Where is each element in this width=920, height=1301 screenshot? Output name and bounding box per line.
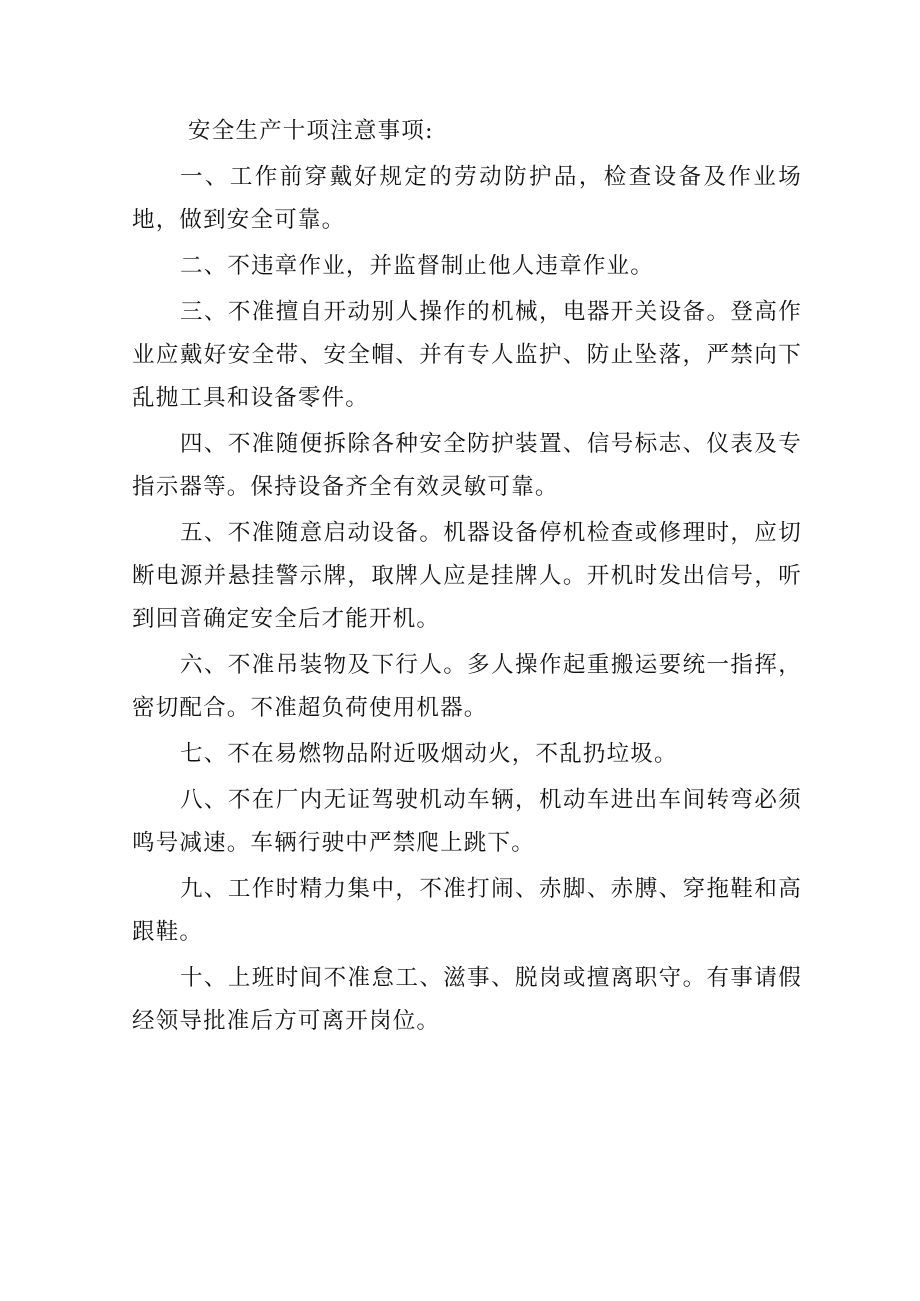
rule-item-1: 一、工作前穿戴好规定的劳动防护品，检查设备及作业场地，做到安全可靠。	[132, 164, 802, 233]
document-body	[132, 110, 802, 1046]
rule-item-6: 六、不准吊装物及下行人。多人操作起重搬运要统一指挥，密切配合。不准超负荷使用机器。	[132, 652, 802, 721]
rule-item-8: 八、不在厂内无证驾驶机动车辆，机动车进出车间转弯必须鸣号减速。车辆行驶中严禁爬上跳下。	[132, 787, 802, 856]
rule-item-5: 五、不准随意启动设备。机器设备停机检查或修理时，应切断电源并悬挂警示牌，取牌人应是挂牌人。开机时发出信号，听到回音确定安全后才能开机。	[132, 520, 802, 632]
document-title: 安全生产十项注意事项:	[188, 118, 434, 144]
rule-item-4: 四、不准随便拆除各种安全防护装置、信号标志、仪表及专指示器等。保持设备齐全有效灵敏可靠。	[132, 431, 802, 500]
rule-item-10: 十、上班时间不准怠工、滋事、脱岗或擅离职守。有事请假经领导批准后方可离开岗位。	[132, 965, 802, 1034]
rule-item-3: 三、不准擅自开动别人操作的机械，电器开关设备。登高作业应戴好安全带、安全帽、并有专人监护、防止坠落，严禁向下乱抛工具和设备零件。	[132, 299, 802, 411]
rule-item-2: 二、不违章作业，并监督制止他人违章作业。	[180, 253, 655, 279]
rule-item-9: 九、工作时精力集中，不准打闹、赤脚、赤膊、穿拖鞋和高跟鞋。	[132, 876, 802, 945]
rule-item-7: 七、不在易燃物品附近吸烟动火，不乱扔垃圾。	[180, 741, 678, 767]
